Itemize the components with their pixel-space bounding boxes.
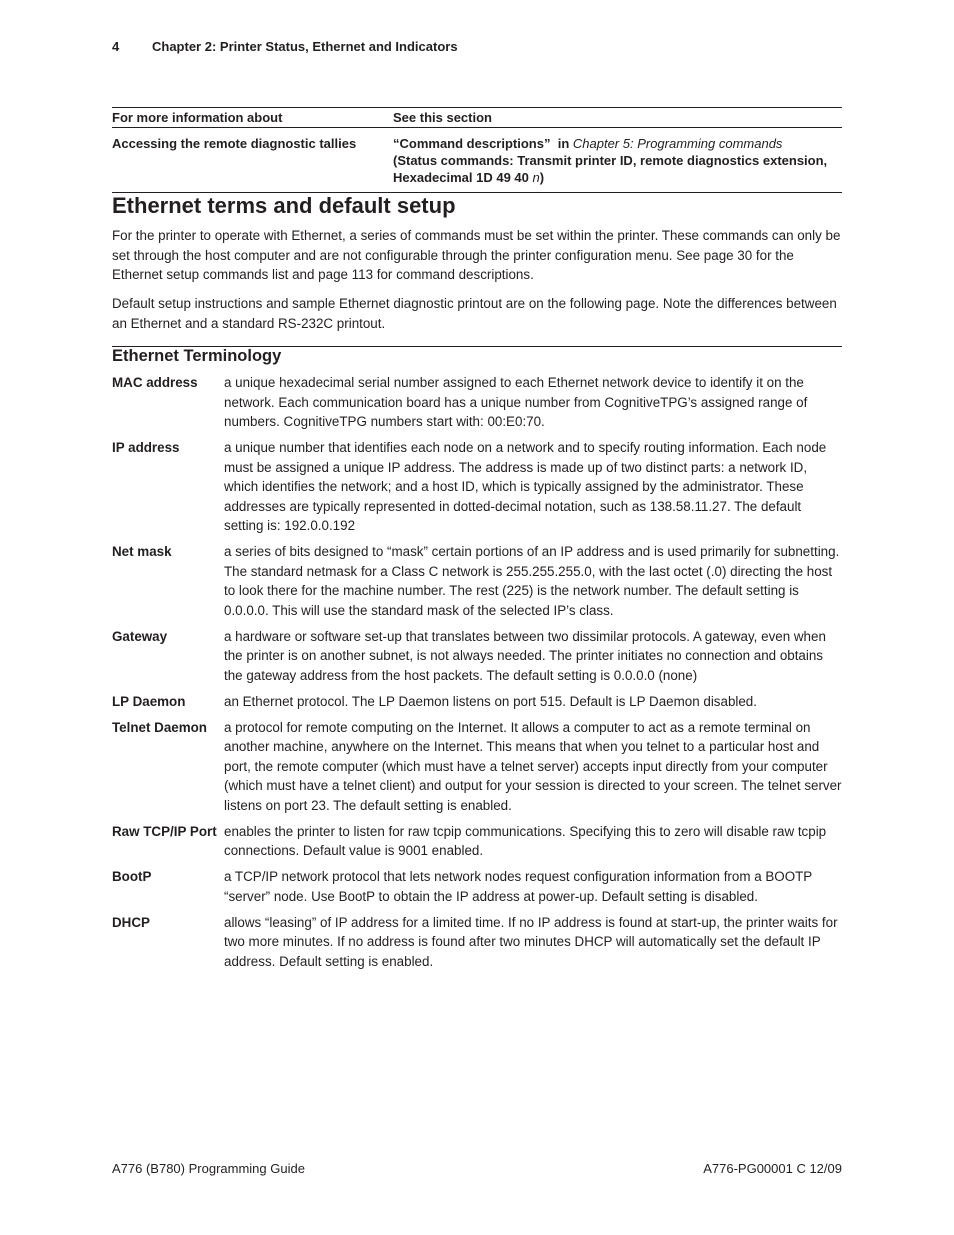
term-mac-address xyxy=(112,373,842,432)
term-dhcp xyxy=(112,913,842,972)
chapter-title: Chapter 2: Printer Status, Ethernet and Indicators xyxy=(152,39,458,54)
term-name: DHCP xyxy=(112,914,150,930)
term-definition: enables the printer to listen for raw tcpip communications. Specifying this to zero will disable raw tcpip connections. Default value is 9001 enabled. xyxy=(224,823,827,858)
terminology-list xyxy=(112,373,842,978)
subsection-title: Ethernet Terminology xyxy=(112,347,282,365)
term-name: MAC address xyxy=(112,375,198,390)
row-reference xyxy=(393,135,842,186)
term-net-mask xyxy=(112,542,842,620)
intro-paragraph: For the printer to operate with Ethernet, a series of commands must be set within the printer. These commands can only be set through the host computer and are not configurable through the printer configuration menu. See page 30 for the Ethernet setup commands list and page 113 for command descriptions. xyxy=(112,228,841,282)
section-title: Ethernet terms and default setup xyxy=(112,193,456,218)
term-name: IP address xyxy=(112,440,180,455)
footer-document-number: A776-PG00001 C 12/09 xyxy=(703,1161,842,1176)
col-header-topic: For more information about xyxy=(112,110,283,125)
page-number: 4 xyxy=(112,39,120,54)
footer-guide-title: A776 (B780) Programming Guide xyxy=(112,1161,305,1176)
term-name: Gateway xyxy=(112,628,168,644)
running-header xyxy=(112,39,458,54)
term-definition: a series of bits designed to “mask” certain portions of an IP address and is used primarily for subnetting. The standard netmask for a Class C network is 255.255.255.0, with the last octet (.0) directing the host to look there for the machine number. The rest (225) is the network number. The default setting is 0.0.0.0. This will use the standard mask of the selected IP’s class. xyxy=(224,544,840,618)
row-ref-n: n xyxy=(532,170,540,185)
reference-table xyxy=(112,107,842,193)
reference-table-header xyxy=(112,107,842,128)
setup-paragraph: Default setup instructions and sample Ethernet diagnostic printout are on the following page. Note the differences between an Ethernet and a standard RS-232C printout. xyxy=(112,296,837,331)
term-definition: an Ethernet protocol. The LP Daemon listens on port 515. Default is LP Daemon disabled. xyxy=(224,693,757,709)
col-header-section: See this section xyxy=(393,110,492,125)
term-definition: a unique number that identifies each node on a network and to specify routing information. Each node must be assigned a unique IP address. The address is made up of two distinct parts: a network ID, which identifies the network; and a host ID, which is typically assigned by the administrator. These addresses are typically represented in dotted-decimal notation, such as 138.58.11.27. The default setting is: 192.0.0.192 xyxy=(224,440,827,533)
term-ip-address xyxy=(112,438,842,536)
term-lp-daemon xyxy=(112,692,842,712)
term-gateway xyxy=(112,627,842,686)
term-bootp xyxy=(112,867,842,906)
term-name: Telnet Daemon xyxy=(112,719,207,735)
row-ref-command-descriptions: “Command descriptions” xyxy=(393,136,551,151)
row-topic: Accessing the remote diagnostic tallies xyxy=(112,136,357,151)
term-name: Net mask xyxy=(112,544,172,559)
term-definition: allows “leasing” of IP address for a limited time. If no IP address is found at start-up, the printer waits for two more minutes. If no address is found after two minutes DHCP will automatically set the default IP address. Default setting is enabled. xyxy=(224,914,838,969)
row-ref-detail: (Status commands: Transmit printer ID, remote diagnostics extension, Hexadecimal 1D 49 40 xyxy=(393,153,828,185)
row-ref-close: ) xyxy=(539,170,545,185)
term-name: LP Daemon xyxy=(112,693,186,709)
row-ref-chapter: Chapter 5: Programming commands xyxy=(572,136,783,151)
term-name: BootP xyxy=(112,869,152,884)
term-raw-tcpip-port xyxy=(112,822,842,861)
term-telnet-daemon xyxy=(112,718,842,816)
term-definition: a unique hexadecimal serial number assigned to each Ethernet network device to identify it on the network. Each communication board has a unique number from CognitiveTPG’s assigned range of numbers. CognitiveTPG numbers start with: 00:E0:70. xyxy=(224,375,808,429)
term-definition: a TCP/IP network protocol that lets network nodes request configuration information from a BOOTP “server” node. Use BootP to obtain the IP address at power-up. Default setting is disabled. xyxy=(224,869,812,904)
term-definition: a protocol for remote computing on the Internet. It allows a computer to act as a remote terminal on another machine, anywhere on the Internet. This means that when you telnet to a particular host and port, the remote computer (which must have a telnet server) accepts input directly from your computer (which must have a telnet client) and output for your session is directed to your screen. The telnet server listens on port 23. The default setting is enabled. xyxy=(224,719,842,813)
term-definition: a hardware or software set-up that translates between two dissimilar protocols. A gateway, even when the printer is on another subnet, is not always needed. The printer initiates no connection and obtains the gateway address from the host packets. The default setting is 0.0.0.0 (none) xyxy=(224,628,826,683)
row-ref-in: in xyxy=(557,136,570,151)
term-name: Raw TCP/IP Port xyxy=(112,823,217,839)
reference-table-row xyxy=(112,128,842,193)
